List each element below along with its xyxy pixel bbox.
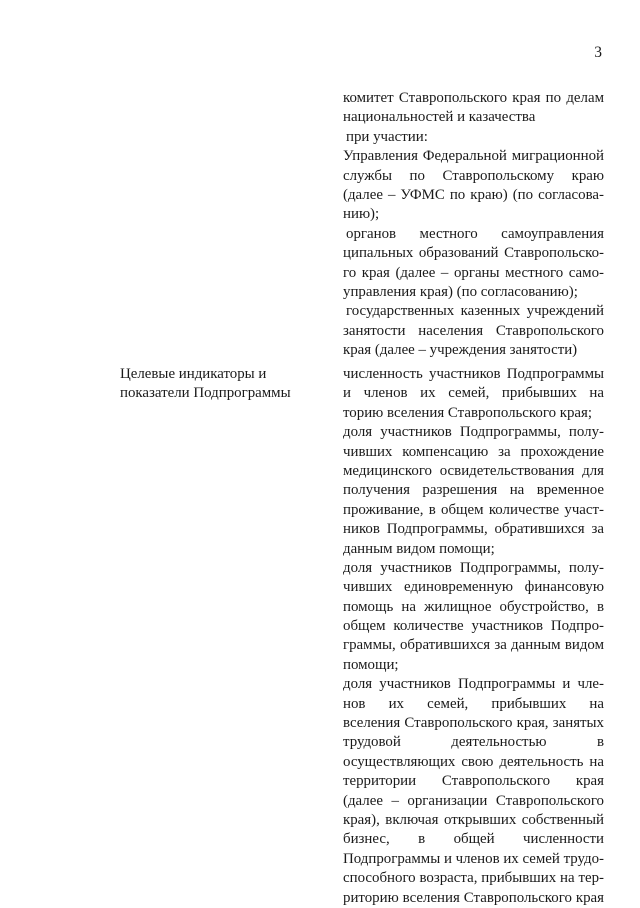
- text-line: (далее – УФМС по краю) (по согласова-: [343, 186, 604, 203]
- text-line: доля участников Подпрограммы и чле-: [343, 676, 604, 693]
- text-line: национальностей и казачества: [343, 109, 536, 126]
- text-line: чивших единовременную финансовую: [343, 579, 604, 596]
- text-line: края (далее – учреждения занятости): [343, 342, 578, 359]
- text-line: управления края) (по согласованию);: [343, 283, 578, 300]
- text-line: помощи;: [343, 656, 399, 673]
- responsible-executors-text: [343, 89, 604, 360]
- text-line: Управления Федеральной миграционной: [343, 148, 604, 165]
- indicators-text: [343, 365, 604, 908]
- indicators-label: [120, 365, 320, 404]
- text-line: проживание, в общем количестве участ-: [343, 501, 604, 518]
- text-line: помощь на жилищное обустройство, в: [343, 598, 604, 615]
- text-line: медицинского освидетельствования для: [343, 462, 604, 479]
- text-line: нов их семей, прибывших на: [343, 695, 604, 712]
- text-line: общем количестве участников Подпро-: [343, 618, 604, 635]
- text-line: Подпрограммы и членов их семей трудо-: [343, 850, 604, 867]
- text-line: бизнес, в общей численности: [343, 831, 604, 848]
- text-line: торию вселения Ставропольского края;: [343, 404, 593, 421]
- text-line: ципальных образований Ставропольско-: [343, 245, 604, 262]
- text-line: территории Ставропольского края: [343, 773, 604, 790]
- text-line: ников Подпрограммы, обратившихся за: [343, 521, 604, 538]
- text-line: осуществляющих свою деятельность на: [343, 753, 604, 770]
- page-number: 3: [594, 44, 602, 61]
- text-line: получения разрешения на временное: [343, 482, 604, 499]
- text-line: занятости населения Ставропольского: [343, 322, 604, 339]
- text-line: чивших компенсацию за прохождение: [343, 443, 604, 460]
- text-line: края), включая открывших собственный: [343, 811, 604, 828]
- text-line: способного возраста, прибывших на тер-: [343, 870, 604, 887]
- text-line: нию);: [343, 206, 380, 223]
- text-line: доля участников Подпрограммы, полу-: [343, 424, 604, 441]
- text-line: доля участников Подпрограммы, полу-: [343, 559, 604, 576]
- text-line: численность участников Подпрограммы: [343, 366, 604, 382]
- text-line: службы по Ставропольскому краю: [343, 167, 604, 184]
- text-line: граммы, обратившихся за данным видом: [343, 637, 604, 654]
- text-line: трудовой деятельностью в: [343, 734, 604, 751]
- text-line: органов местного самоуправления: [346, 225, 604, 242]
- text-line: (далее – организации Ставропольского: [343, 792, 604, 809]
- label-line: Целевые индикаторы и: [120, 366, 267, 382]
- text-line: при участии:: [346, 128, 428, 145]
- text-line: и членов их семей, прибывших на: [343, 385, 604, 402]
- label-line: показатели Подпрограммы: [120, 385, 291, 402]
- text-line: комитет Ставропольского края по делам: [343, 90, 604, 106]
- text-line: риторию вселения Ставропольского края: [343, 889, 604, 906]
- text-line: данным видом помощи;: [343, 540, 495, 557]
- text-line: го края (далее – органы местного само-: [343, 264, 604, 281]
- text-line: вселения Ставропольского края, занятых: [343, 715, 604, 732]
- text-line: государственных казенных учреждений: [346, 303, 604, 320]
